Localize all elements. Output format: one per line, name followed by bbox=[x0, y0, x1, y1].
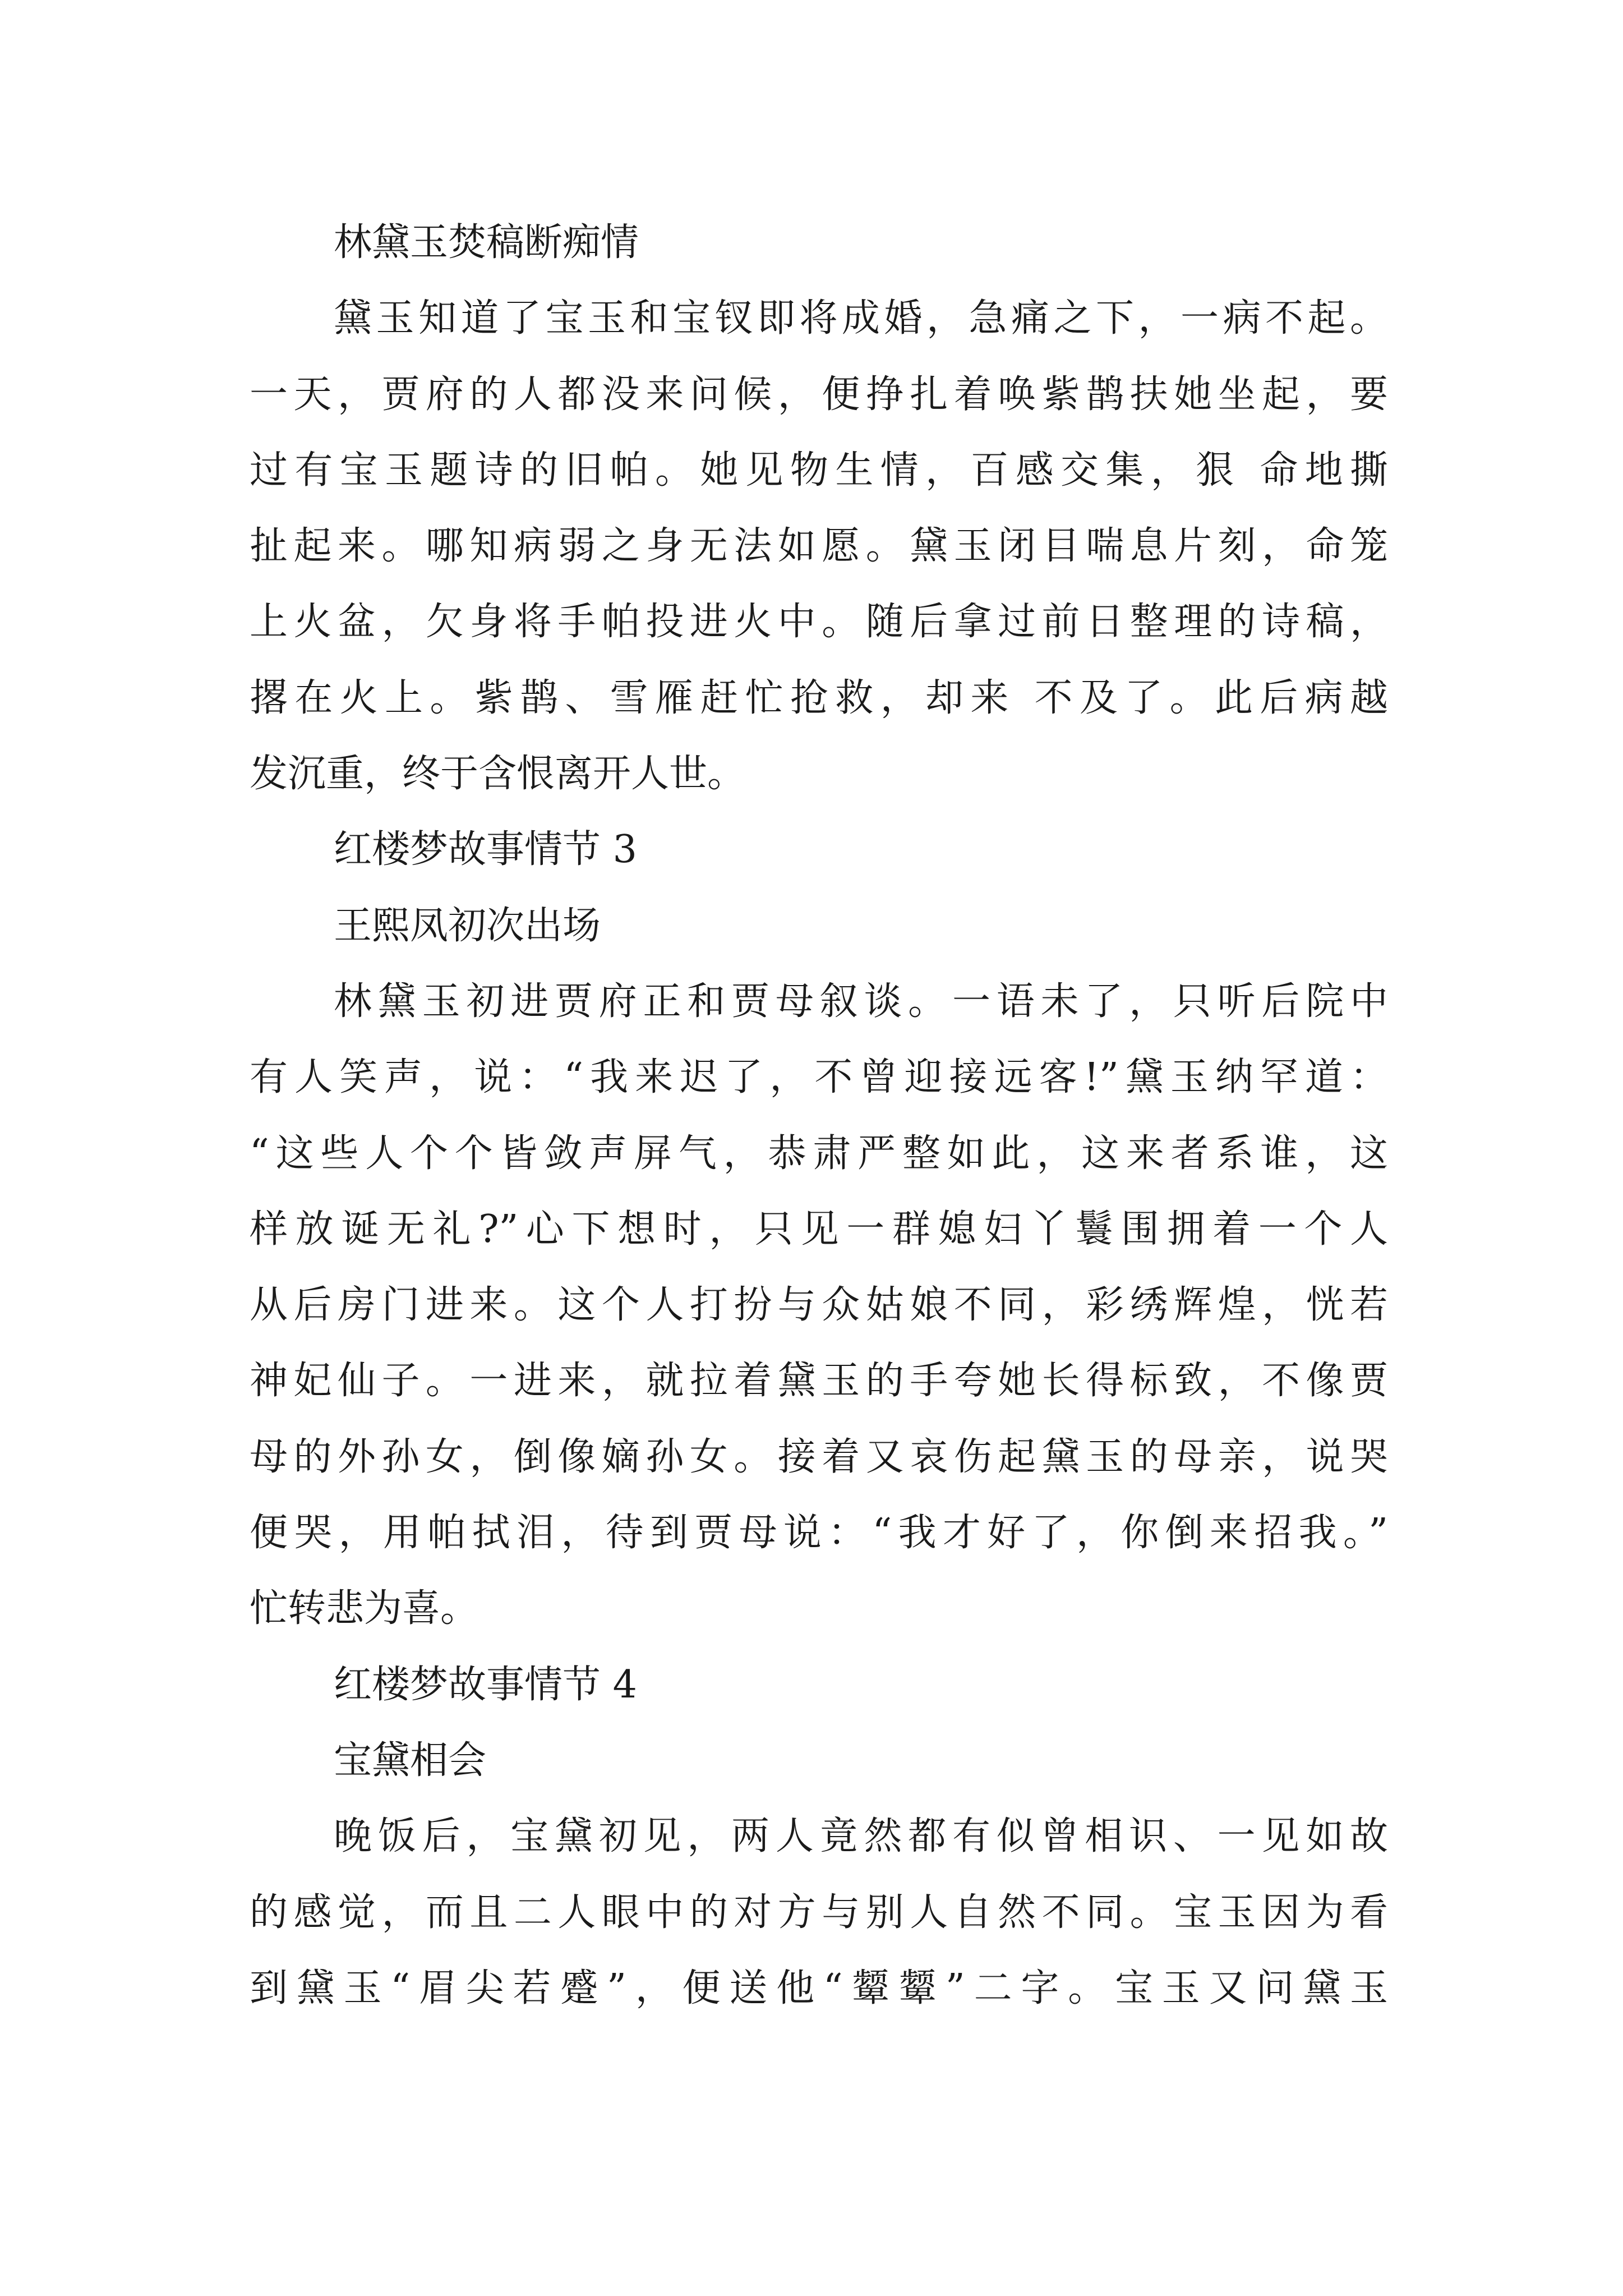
text-line: 母的外孙女，倒像嫡孙女。接着又哀伤起黛玉的母亲，说哭 bbox=[250, 1434, 1388, 1479]
text-line: 上火盆，欠身将手帕投进火中。随后拿过前日整理的诗稿， bbox=[250, 600, 1388, 645]
text-line: 撂在火上。紫鹊、雪雁赶忙抢救，却来 不及了。此后病越 bbox=[250, 675, 1388, 720]
text-line: 过有宝玉题诗的旧帕。她见物生情，百感交集，狠 命地撕 bbox=[250, 448, 1388, 493]
text-line: 红楼梦故事情节 3 bbox=[334, 827, 637, 872]
text-line: 从后房门进来。这个人打扮与众姑娘不同，彩绣辉煌，恍若 bbox=[250, 1283, 1388, 1328]
text-line: 扯起来。哪知病弱之身无法如愿。黛玉闭目喘息片刻，命笼 bbox=[250, 524, 1388, 569]
document-body bbox=[250, 205, 1388, 2026]
text-line: 林黛玉初进贾府正和贾母叙谈。一语未了，只听后院中 bbox=[334, 979, 1388, 1024]
text-line: 红楼梦故事情节 4 bbox=[334, 1662, 637, 1707]
text-line: 神妃仙子。一进来，就拉着黛玉的手夸她长得标致，不像贾 bbox=[250, 1359, 1388, 1404]
text-line: 便哭，用帕拭泪，待到贾母说：“我才好了，你倒来招我。” bbox=[250, 1511, 1388, 1556]
text-line: 王熙凤初次出场 bbox=[334, 903, 601, 948]
text-line: 晚饭后，宝黛初见，两人竟然都有似曾相识、一见如故 bbox=[334, 1814, 1388, 1859]
text-line: 的感觉，而且二人眼中的对方与别人自然不同。宝玉因为看 bbox=[250, 1890, 1388, 1935]
text-line: 到黛玉“眉尖若蹙”，便送他“颦颦”二字。宝玉又问黛玉 bbox=[250, 1966, 1388, 2010]
text-line: “这些人个个皆敛声屏气，恭肃严整如此，这来者系谁，这 bbox=[250, 1131, 1388, 1176]
text-line: 一天，贾府的人都没来问候，便挣扎着唤紫鹊扶她坐起，要 bbox=[250, 372, 1388, 417]
text-line: 林黛玉焚稿断痴情 bbox=[334, 220, 639, 265]
text-line: 宝黛相会 bbox=[334, 1738, 487, 1783]
text-line: 样放诞无礼?”心下想时，只见一群媳妇丫鬟围拥着一个人 bbox=[250, 1207, 1388, 1251]
text-line: 发沉重，终于含恨离开人世。 bbox=[250, 752, 746, 797]
text-line: 黛玉知道了宝玉和宝钗即将成婚，急痛之下，一病不起。 bbox=[334, 296, 1388, 341]
text-line: 忙转悲为喜。 bbox=[250, 1586, 479, 1631]
text-line: 有人笑声，说：“我来迟了，不曾迎接远客!”黛玉纳罕道： bbox=[250, 1055, 1388, 1100]
